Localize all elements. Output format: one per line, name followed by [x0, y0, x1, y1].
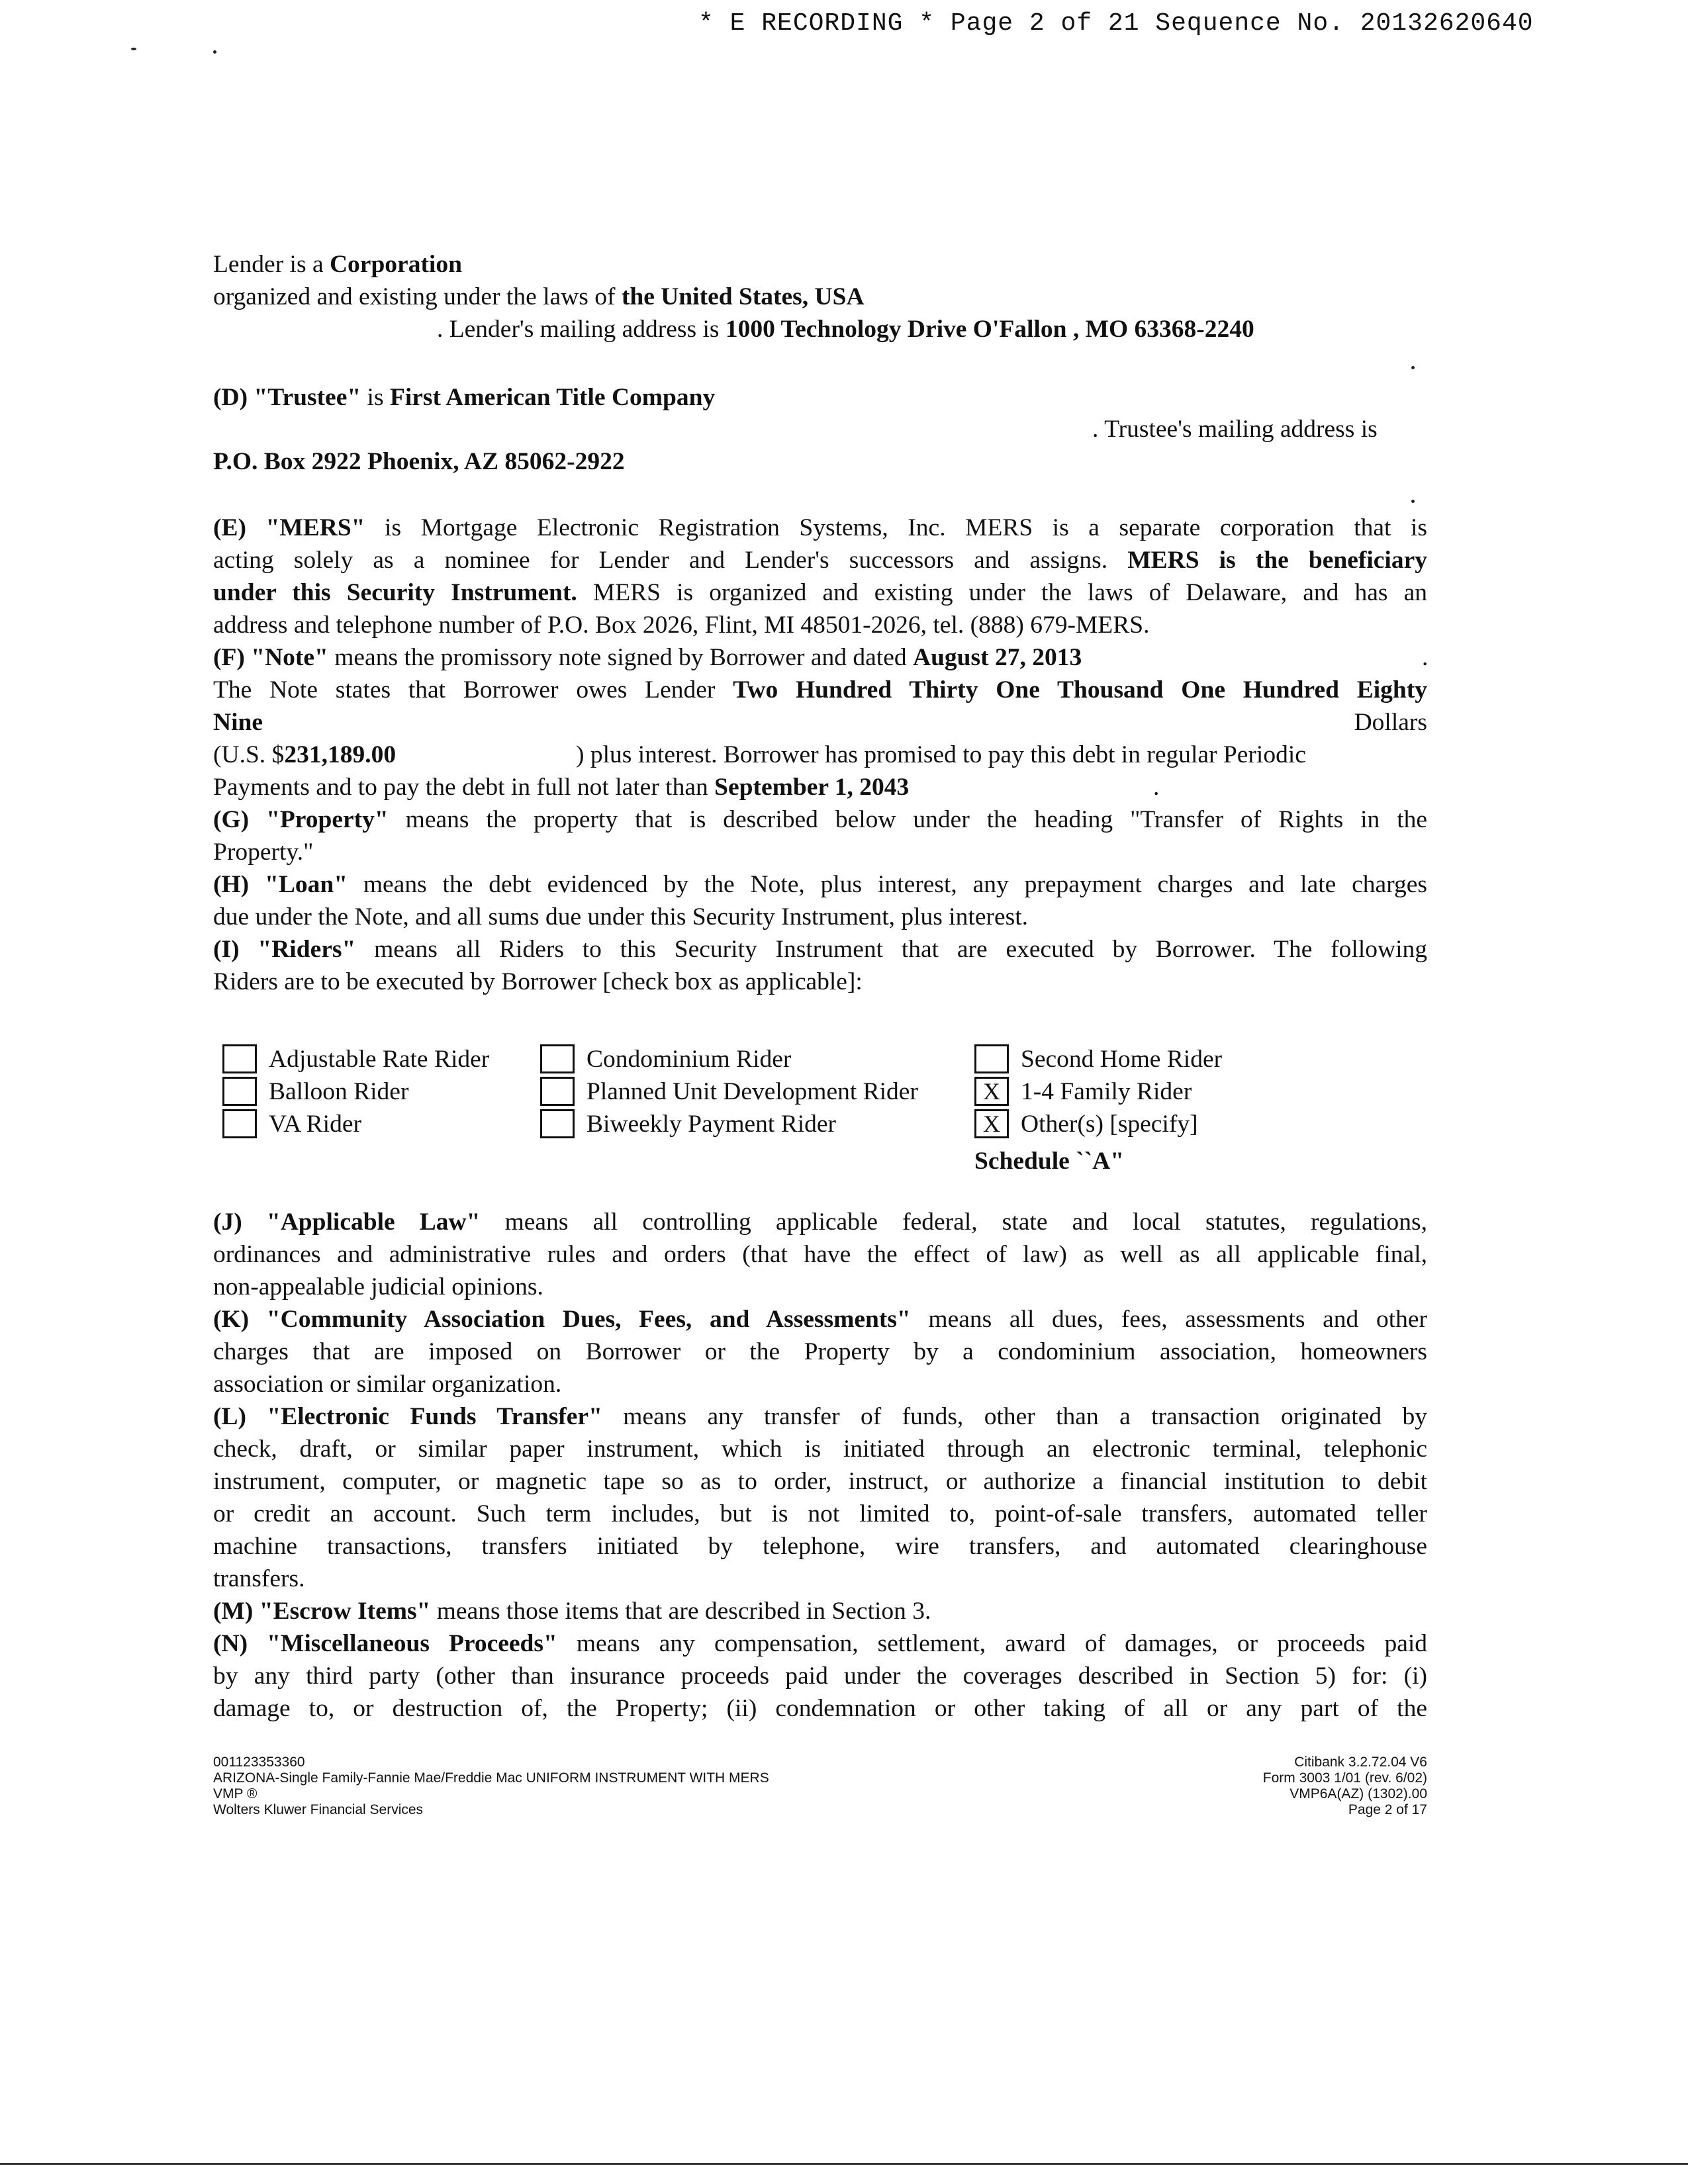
loan-number: 001123353360 [213, 1754, 305, 1770]
note-line: Payments and to pay the debt in full not later than September 1, 2043 . [213, 774, 1160, 801]
eft-line: check, draft, or similar paper instrument, which is initiated through an electronic terminal, telephonic [213, 1435, 1427, 1463]
rider-biweekly-payment[interactable]: Biweekly Payment Rider [540, 1108, 836, 1140]
mers-line: acting solely as a nominee for Lender and Lender's successors and assigns. MERS is the beneficiary [213, 547, 1427, 574]
scan-speck [1411, 366, 1415, 369]
misc-proceeds-line: by any third party (other than insurance proceeds paid under the coverages described in Section 5) for: (i) [213, 1662, 1427, 1690]
rider-1-4-family[interactable]: X 1-4 Family Rider [974, 1075, 1192, 1108]
vmp-mark: VMP ® [213, 1786, 258, 1801]
misc-proceeds-line: damage to, or destruction of, the Property; (ii) condemnation or other taking of all or any part of the [213, 1695, 1427, 1722]
checkbox[interactable]: X [974, 1077, 1009, 1106]
form-title: ARIZONA-Single Family-Fannie Mae/Freddie Mac UNIFORM INSTRUMENT WITH MERS [213, 1770, 769, 1786]
note-line: (U.S. $231,189.00 ) plus interest. Borrower has promised to pay this debt in regular Periodic [213, 741, 1306, 768]
rider-second-home[interactable]: Second Home Rider [974, 1043, 1222, 1075]
form-number: Form 3003 1/01 (rev. 6/02) [1262, 1770, 1427, 1786]
mers-line: under this Security Instrument. MERS is organized and existing under the laws of Delaware, and has an [213, 579, 1427, 606]
applicable-law-line: ordinances and administrative rules and orders (that have the effect of law) as well as all applicable final, [213, 1241, 1427, 1268]
eft-line: or credit an account. Such term includes, but is not limited to, point-of-sale transfers, automated teller [213, 1500, 1427, 1527]
escrow-line: (M) "Escrow Items" means those items that are described in Section 3. [213, 1598, 931, 1625]
note-line: Nine Dollars [213, 709, 1427, 736]
trustee-address: P.O. Box 2922 Phoenix, AZ 85062-2922 [213, 448, 625, 475]
rider-condominium[interactable]: Condominium Rider [540, 1043, 791, 1075]
riders-line: (I) "Riders" means all Riders to this Security Instrument that are executed by Borrower. The following [213, 936, 1428, 963]
maturity-date: September 1, 2043 [714, 774, 910, 801]
page-number: Page 2 of 17 [1348, 1802, 1427, 1817]
rider-balloon[interactable]: Balloon Rider [222, 1075, 408, 1108]
loan-line: due under the Note, and all sums due under this Security Instrument, plus interest. [213, 903, 1028, 931]
lender-type: Lender is a Corporation [213, 251, 462, 278]
lender-address: . Lender's mailing address is 1000 Technology Drive O'Fallon , MO 63368-2240 [437, 316, 1254, 343]
rider-adjustable-rate[interactable]: Adjustable Rate Rider [222, 1043, 489, 1075]
note-line: The Note states that Borrower owes Lender Two Hundred Thirty One Thousand One Hundred Eighty [213, 676, 1427, 704]
rider-va[interactable]: VA Rider [222, 1108, 361, 1140]
rider-other-specified: Schedule ``A" [974, 1148, 1125, 1175]
note-date: August 27, 2013 [913, 644, 1082, 671]
applicable-law-line: non-appealable judicial opinions. [213, 1273, 543, 1300]
checkbox[interactable] [222, 1077, 257, 1106]
publisher: Wolters Kluwer Financial Services [213, 1802, 424, 1817]
mers-line: address and telephone number of P.O. Box 2026, Flint, MI 48501-2026, tel. (888) 679-MERS. [213, 612, 1150, 639]
checkbox[interactable] [222, 1044, 257, 1073]
note-line: (F) "Note" means the promissory note signed by Borrower and dated August 27, 2013 . [213, 644, 1429, 671]
community-line: charges that are imposed on Borrower or the Property by a condominium association, homeowners [213, 1338, 1427, 1365]
mers-line: (E) "MERS" is Mortgage Electronic Registration Systems, Inc. MERS is a separate corporation that is [213, 514, 1427, 541]
eft-line: transfers. [213, 1565, 305, 1592]
applicable-law-line: (J) "Applicable Law" means all controlling applicable federal, state and local statutes, regulations, [213, 1208, 1427, 1236]
checkbox[interactable] [540, 1044, 575, 1073]
trustee-address-intro: . Trustee's mailing address is [1092, 416, 1378, 443]
note-amount: 231,189.00 [284, 741, 397, 768]
checkbox[interactable]: X [974, 1109, 1009, 1138]
property-line: Property." [213, 839, 314, 866]
eft-line: machine transactions, transfers initiated by telephone, wire transfers, and automated clearinghouse [213, 1533, 1427, 1560]
rider-planned-unit-development[interactable]: Planned Unit Development Rider [540, 1075, 918, 1108]
lender-jurisdiction: organized and existing under the laws of the United States, USA [213, 283, 865, 310]
scan-speck [1411, 500, 1415, 503]
community-line: (K) "Community Association Dues, Fees, and Assessments" means all dues, fees, assessments and other [213, 1306, 1427, 1333]
vmp-code: VMP6A(AZ) (1302).00 [1289, 1786, 1427, 1801]
loan-line: (H) "Loan" means the debt evidenced by the Note, plus interest, any prepayment charges and late charges [213, 871, 1427, 898]
eft-line: (L) "Electronic Funds Transfer" means any transfer of funds, other than a transaction originated by [213, 1403, 1427, 1430]
footer-left [213, 1754, 769, 1818]
scan-speck [213, 50, 216, 54]
checkbox[interactable] [974, 1044, 1009, 1073]
definitions-body [213, 512, 1427, 998]
trustee-definition: (D) "Trustee" is First American Title Company [213, 384, 716, 411]
rider-other[interactable]: X Other(s) [specify] [974, 1108, 1198, 1140]
eft-line: instrument, computer, or magnetic tape so as to order, instruct, or authorize a financial institution to debit [213, 1468, 1427, 1495]
scan-speck [131, 48, 136, 50]
recording-header: * E RECORDING * Page 2 of 21 Sequence No. 20132620640 [698, 9, 1534, 38]
definitions-body-lower [213, 1206, 1427, 1725]
checkbox[interactable] [222, 1109, 257, 1138]
property-line: (G) "Property" means the property that is described below under the heading "Transfer of Rights in the [213, 806, 1428, 833]
riders-line: Riders are to be executed by Borrower [check box as applicable]: [213, 968, 863, 995]
form-version: Citibank 3.2.72.04 V6 [1294, 1754, 1427, 1770]
page-bottom-rule [0, 2163, 1688, 2165]
footer-right [1125, 1754, 1427, 1818]
checkbox[interactable] [540, 1077, 575, 1106]
checkbox[interactable] [540, 1109, 575, 1138]
misc-proceeds-line: (N) "Miscellaneous Proceeds" means any compensation, settlement, award of damages, or proceeds paid [213, 1630, 1428, 1657]
community-line: association or similar organization. [213, 1371, 562, 1398]
